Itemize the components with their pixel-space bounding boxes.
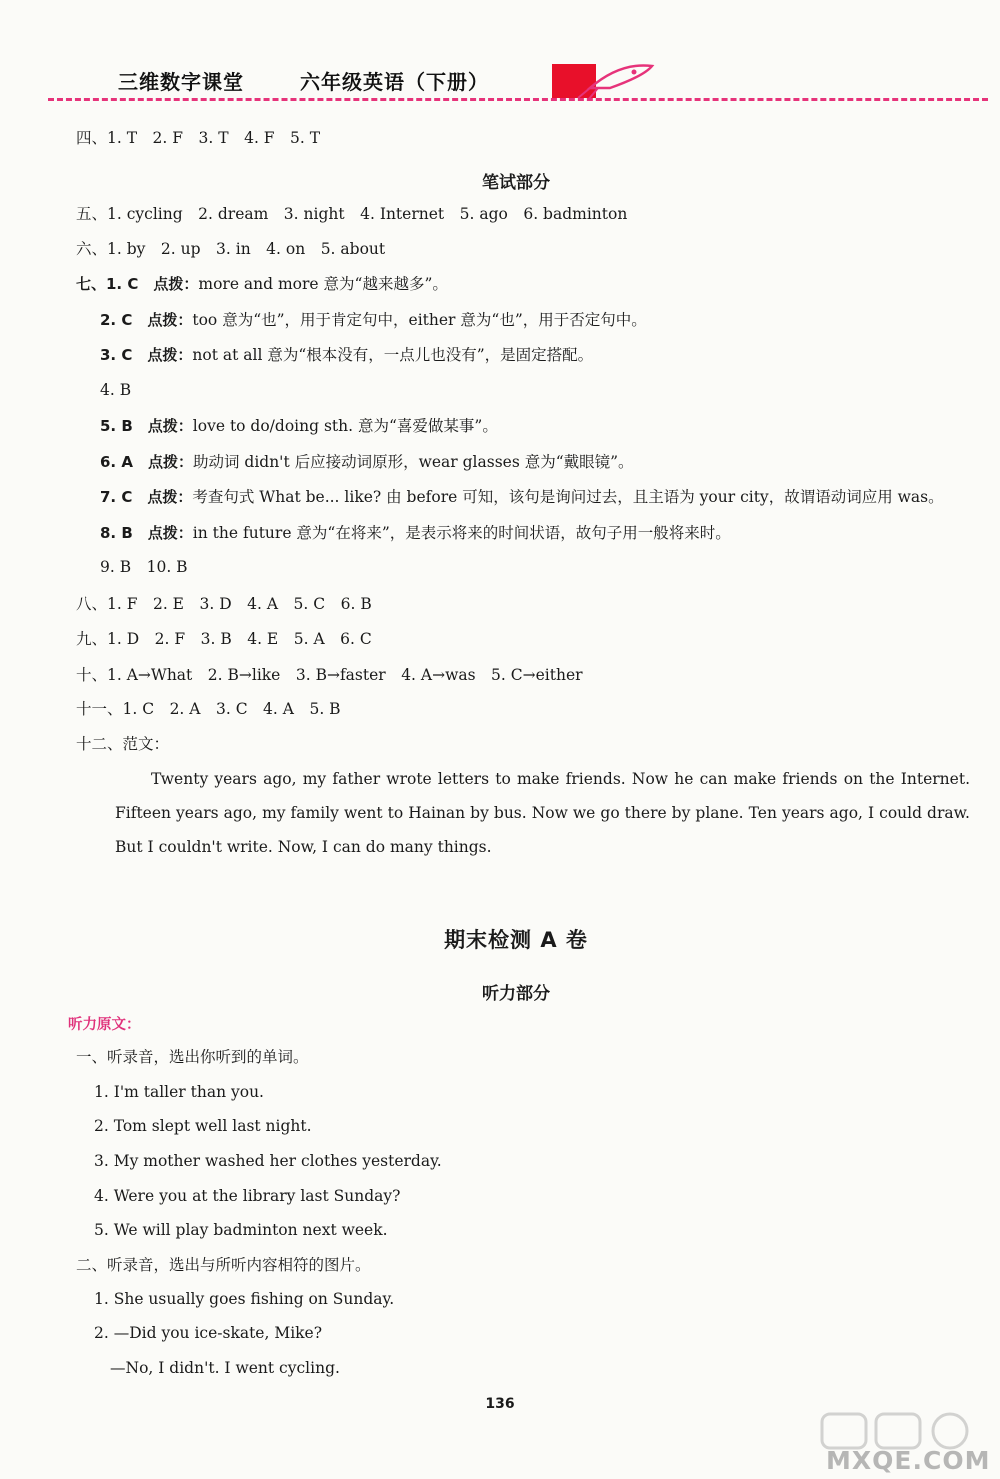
answer-line: 六、1. by 2. up 3. in 4. on 5. about — [76, 240, 386, 258]
listening-line: 一、听录音，选出你听到的单词。 — [76, 1048, 309, 1066]
section-listening-title: 听力部分 — [482, 984, 550, 1004]
answer-line: 3. C 点拨：not at all 意为“根本没有，一点儿也没有”，是固定搭配。 — [100, 346, 594, 364]
answer-line: 八、1. F 2. E 3. D 4. A 5. C 6. B — [76, 595, 372, 613]
answer-line: 五、1. cycling 2. dream 3. night 4. Internet 5. ago 6. badminton — [76, 205, 628, 223]
listening-line: 1. I'm taller than you. — [94, 1083, 264, 1101]
watermark-text: MXQE.COM — [826, 1446, 991, 1475]
header-dashed-rule — [48, 98, 988, 101]
page-header — [0, 0, 1000, 110]
listening-line: 3. My mother washed her clothes yesterday. — [94, 1152, 442, 1170]
answer-line: 四、1. T 2. F 3. T 4. F 5. T — [76, 129, 321, 147]
exam-title: 期末检测 A 卷 — [444, 928, 588, 952]
listening-line: 二、听录音，选出与所听内容相符的图片。 — [76, 1256, 371, 1274]
listening-line: 2. —Did you ice-skate, Mike? — [94, 1324, 323, 1342]
page-number: 136 — [485, 1396, 515, 1412]
answer-line: 2. C 点拨：too 意为“也”，用于肯定句中，either 意为“也”，用于否定句中。 — [100, 311, 647, 329]
listening-line: 1. She usually goes fishing on Sunday. — [94, 1290, 395, 1308]
answer-line: 九、1. D 2. F 3. B 4. E 5. A 6. C — [76, 630, 372, 648]
answer-line: 6. A 点拨：助动词 didn't 后应接动词原形，wear glasses 意为“戴眼镜”。 — [100, 453, 634, 471]
answer-line: 8. B 点拨：in the future 意为“在将来”，是表示将来的时间状语，故句子用一般将来时。 — [100, 524, 731, 542]
answer-line: 十、1. A→What 2. B→like 3. B→faster 4. A→was 5. C→either — [76, 666, 583, 684]
answer-line: 7. C 点拨：考查句式 What be... like? 由 before 可知，该句是询问过去，且主语为 your city，故谓语动词应用 was。 — [100, 488, 944, 506]
listening-line: 4. Were you at the library last Sunday? — [94, 1187, 401, 1205]
answer-line: 4. B — [100, 381, 132, 399]
listening-line: —No, I didn't. I went cycling. — [110, 1359, 340, 1377]
series-title: 三维数字课堂 — [118, 70, 244, 94]
section-written-title: 笔试部分 — [482, 173, 550, 193]
listening-line: 5. We will play badminton next week. — [94, 1221, 388, 1239]
answer-line: 七、1. C 点拨：more and more 意为“越来越多”。 — [76, 275, 448, 293]
answer-line: 十一、1. C 2. A 3. C 4. A 5. B — [76, 700, 341, 718]
model-essay: Twenty years ago, my father wrote letters to make friends. Now he can make friends on the Internet. Fifteen years ago, my family went to Hainan by bus. Now we go there by plane. Ten years ago, I could draw. But I couldn't write. Now, I can do many things. — [115, 770, 970, 856]
listening-label: 听力原文： — [68, 1017, 141, 1033]
answer-line: 5. B 点拨：love to do/doing sth. 意为“喜爱做某事”。 — [100, 417, 498, 435]
listening-line: 2. Tom slept well last night. — [94, 1117, 312, 1135]
answer-line: 十二、范文： — [76, 735, 170, 753]
answer-line: 9. B 10. B — [100, 558, 188, 576]
rocket-icon — [560, 58, 660, 102]
book-title: 六年级英语（下册） — [300, 70, 489, 94]
